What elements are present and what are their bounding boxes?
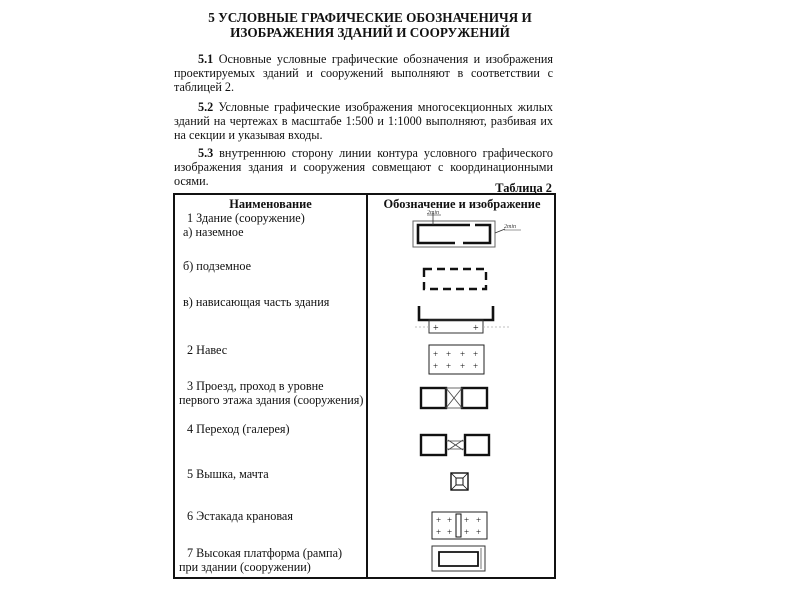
building-underground-icon [421,265,491,293]
table-row-3 [179,379,365,407]
svg-text:+: + [433,323,439,334]
row-label: 3 Проезд, проход в уровне [187,379,324,393]
table-row-6 [179,509,365,523]
row-label: в) нависающая часть здания [183,295,330,309]
dimension-label: 2min [427,210,439,216]
canopy-icon [427,343,487,377]
paragraph-number: 5.2 [198,100,214,114]
row-label-cont: при здании (сооружении) [179,560,311,574]
row-label: 4 Переход (галерея) [187,422,290,436]
row-label: 2 Навес [187,343,228,357]
table-row-4 [179,422,365,436]
paragraph-text: Условные графические изображения многосекционных жилых зданий на чертежах в масштабе 1:500 и 1:1000 выполняют, разбивая их на секции и указывая входы. [174,100,553,142]
section-title-line-2: ИЗОБРАЖЕНИЯ ЗДАНИЙ И СООРУЖЕНИЙ [230,25,510,40]
symbols-table [173,193,556,579]
gallery-icon [417,431,497,461]
header-name: Наименование [229,197,312,211]
row-label: 7 Высокая платформа (рампа) [187,546,343,560]
table-row-1a [179,211,365,239]
paragraph-5-1 [174,52,553,94]
paragraph-number: 5.1 [198,52,214,66]
crane-trestle-icon [430,510,490,542]
svg-text:+: + [446,361,452,371]
section-title-line-1: 5 УСЛОВНЫЕ ГРАФИЧЕСКИЕ ОБОЗНАЧЕНИЧЯ И [208,10,532,25]
svg-text:+: + [464,515,470,525]
row-label: 5 Вышка, мачта [187,467,269,481]
svg-text:+: + [460,361,466,371]
passage-icon [417,384,497,414]
svg-text:+: + [433,361,439,371]
svg-text:+: + [447,515,453,525]
paragraph-text: внутреннюю сторону линии контура условного графического изображения здания и сооружения совмещают с координационными осями. [174,146,553,188]
row-label-cont: первого этажа здания (сооружения) [179,393,364,407]
table-row-2 [179,343,365,357]
header-symbol: Обозначение и изображение [383,197,541,211]
svg-text:+: + [436,527,442,537]
paragraph-number: 5.3 [198,146,214,160]
row-label: 6 Эстакада крановая [187,509,293,523]
table-row-1b [179,259,365,273]
svg-text:+: + [436,515,442,525]
svg-text:+: + [433,349,439,359]
svg-text:+: + [473,361,479,371]
tower-mast-icon [449,471,471,493]
row-label: 1 Здание (сооружение) [187,211,305,225]
svg-text:+: + [464,527,470,537]
table-row-7 [179,546,365,574]
paragraph-text: Основные условные графические обозначения и изображения проектируемых зданий и сооружений выполняют в соответствии с таблицей 2. [174,52,553,94]
dimension-label: 2min [504,224,516,230]
overhanging-part-icon [415,300,515,340]
table-row-1c [179,295,365,309]
paragraph-5-2 [174,100,553,142]
row-label: б) подземное [183,259,252,273]
column-divider [366,195,368,577]
svg-text:+: + [473,323,479,334]
svg-text:+: + [476,527,482,537]
svg-text:+: + [473,349,479,359]
row-label-sub: а) наземное [183,225,244,239]
building-above-ground-icon [405,209,525,251]
svg-text:+: + [446,349,452,359]
table-row-5 [179,467,365,481]
svg-text:+: + [447,527,453,537]
svg-text:+: + [460,349,466,359]
svg-text:+: + [476,515,482,525]
table-caption: Таблица 2 [495,181,552,195]
high-platform-ramp-icon [430,544,490,576]
section-title [170,10,570,40]
